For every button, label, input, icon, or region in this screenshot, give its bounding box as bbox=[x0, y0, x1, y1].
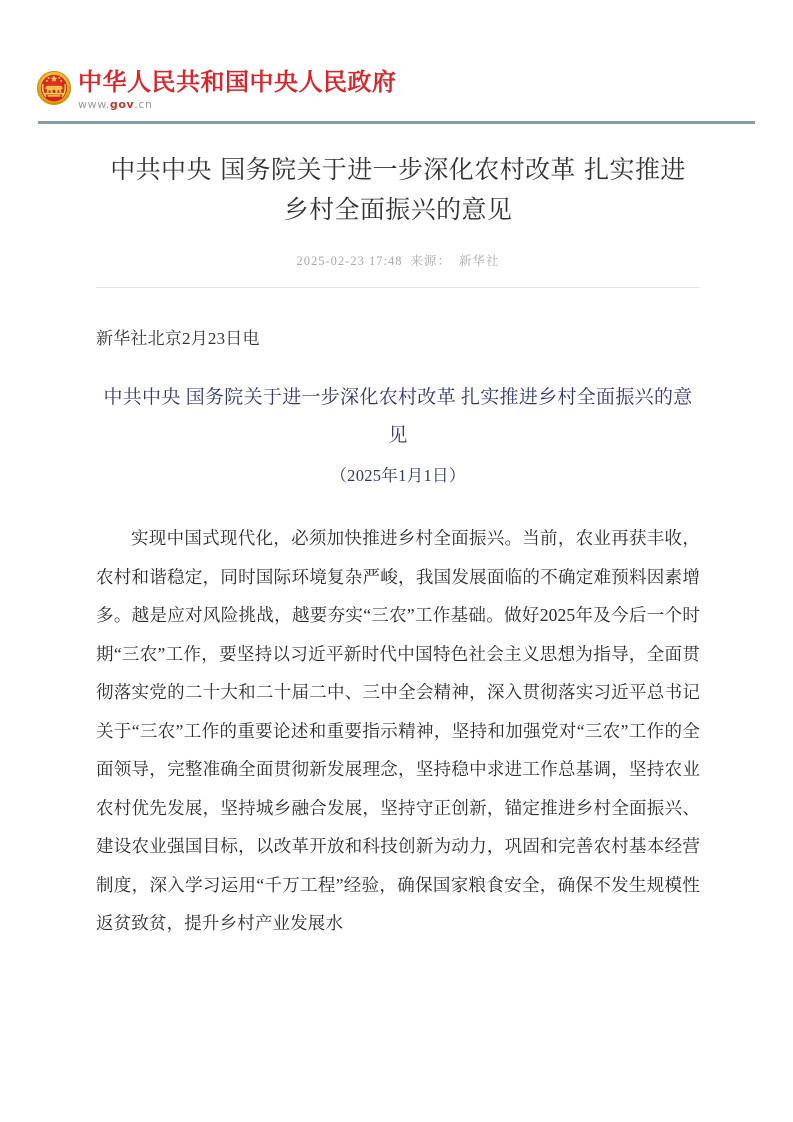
site-header bbox=[0, 56, 793, 118]
meta-divider bbox=[96, 287, 700, 288]
page-title: 中共中央 国务院关于进一步深化农村改革 扎实推进乡村全面振兴的意见 bbox=[110, 155, 686, 224]
article bbox=[96, 150, 700, 960]
brand-title: 中华人民共和国中央人民政府 bbox=[78, 68, 397, 96]
publish-datetime: 2025-02-23 17:48 bbox=[296, 254, 403, 268]
brand-url[interactable] bbox=[78, 98, 397, 112]
source-value[interactable]: 新华社 bbox=[458, 254, 500, 268]
brand-block[interactable] bbox=[78, 68, 397, 112]
brand-url-gov: gov bbox=[109, 98, 135, 111]
header-divider bbox=[38, 121, 755, 124]
dateline: 新华社北京2月23日电 bbox=[96, 329, 260, 348]
body-paragraph-1: 实现中国式现代化，必须加快推进乡村全面振兴。当前，农业再获丰收，农村和谐稳定，同时国际环境复杂严峻，我国发展面临的不确定难预料因素增多。越是应对风险挑战，越要夯实“三农”工作基础。做好2025年及今后一个时期“三农”工作，要坚持以习近平新时代中国特色社会主义思想为指导，全面贯彻落实党的二十大和二十届二中、三中全会精神，深入贯彻落实习近平总书记关于“三农”工作的重要论述和重要指示精神，坚持和加强党对“三农”工作的全面领导，完整准确全面贯彻新发展理念，坚持稳中求进工作总基调，坚持农业农村优先发展，坚持城乡融合发展，坚持守正创新，锚定推进乡村全面振兴、建设农业强国目标，以改革开放和科技创新为动力，巩固和完善农村基本经营制度，深入学习运用“千万工程”经验，确保国家粮食安全，确保不发生规模性返贫致贫，提升乡村产业发展水 bbox=[96, 528, 700, 933]
document-heading: 中共中央 国务院关于进一步深化农村改革 扎实推进乡村全面振兴的意见 bbox=[103, 387, 693, 446]
source-label: 来源： bbox=[410, 254, 451, 268]
article-body bbox=[96, 324, 700, 943]
china-national-emblem-icon bbox=[33, 67, 75, 109]
brand-url-prefix: www. bbox=[78, 98, 110, 111]
document-date: （2025年1月1日） bbox=[330, 466, 466, 485]
article-meta bbox=[96, 252, 700, 270]
brand-url-suffix: .cn bbox=[134, 98, 153, 111]
